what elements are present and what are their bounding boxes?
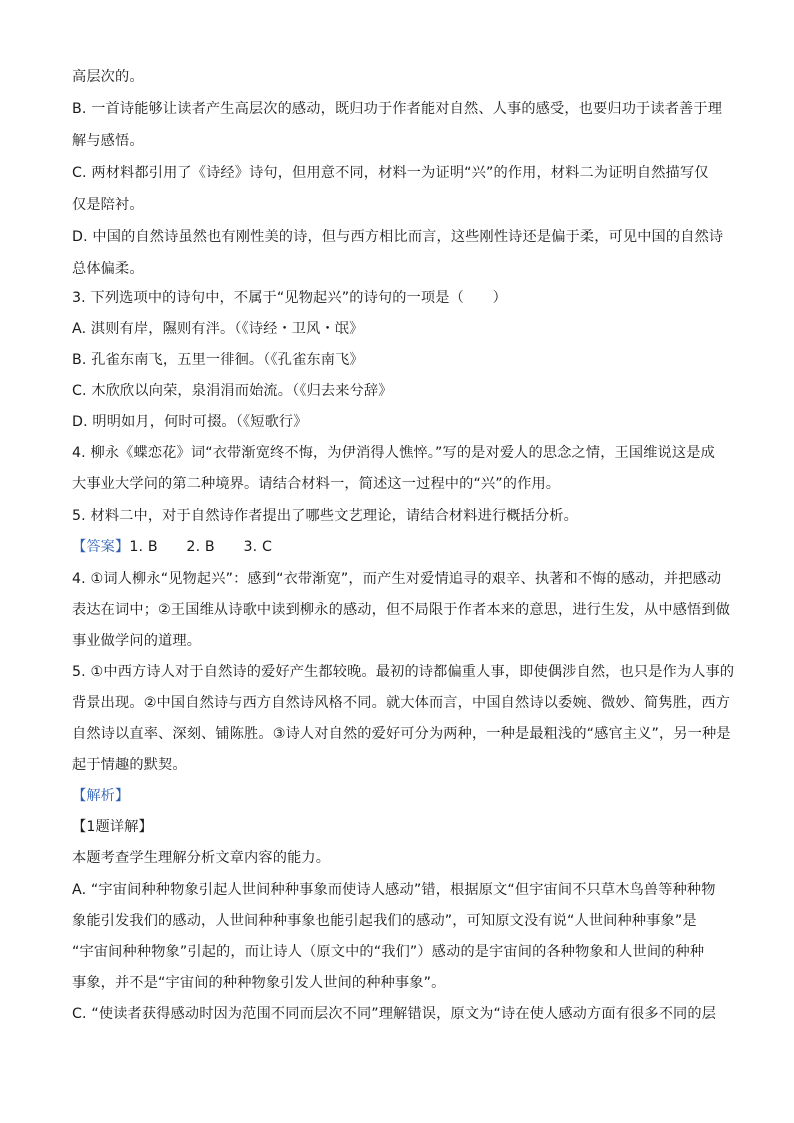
text-line: 本题考查学生理解分析文章内容的能力。 <box>72 850 331 866</box>
text-line: C. “使读者获得感动时因为范围不同而层次不同”理解错误，原文为“诗在使人感动方面有很多不同的层 <box>72 1006 717 1022</box>
text-line: 高层次的。 <box>72 69 144 85</box>
answer-items: 1. B 2. B 3. C <box>129 539 273 555</box>
analysis-label: 【解析】 <box>72 788 130 804</box>
text-line: 解与感悟。 <box>72 133 144 149</box>
answer-line <box>72 536 272 556</box>
answer-5: 5. ①中西方诗人对于自然诗的爱好产生都较晚。最初的诗都偏重人事，即使偶涉自然，也只是作为人事的 <box>72 664 735 680</box>
option-d: D. 明明如月，何时可掇。（《短歌行》 <box>72 414 308 430</box>
text-line: 象能引发我们的感动，人世间种种事象也能引起我们的感动”，可知原文没有说“人世间种种事象”是 <box>72 913 697 929</box>
question-3: 3. 下列选项中的诗句中，不属于“见物起兴”的诗句的一项是（ ） <box>72 290 507 306</box>
text-line: C. 两材料都引用了《诗经》诗句，但用意不同，材料一为证明“兴”的作用，材料二为证明自然描写仅 <box>72 165 709 181</box>
answer-label: 【答案】 <box>72 539 130 555</box>
text-line: 事象，并不是“宇宙间的种种物象引发人世间的种种事象”。 <box>72 975 446 991</box>
text-line: B. 一首诗能够让读者产生高层次的感动，既归功于作者能对自然、人事的感受，也要归功于读者善于理 <box>72 101 723 117</box>
detail-heading: 【1题详解】 <box>72 819 153 835</box>
text-line: 仅是陪衬。 <box>72 197 144 213</box>
option-a: A. 淇则有岸，隰则有泮。（《诗经・卫风・氓》 <box>72 321 364 337</box>
text-line: D. 中国的自然诗虽然也有刚性美的诗，但与西方相比而言，这些刚性诗还是偏于柔，可见中国的自然诗 <box>72 229 724 245</box>
option-c: C. 木欣欣以向荣，泉涓涓而始流。（《归去来兮辞》 <box>72 383 393 399</box>
answer-5-cont: 自然诗以直率、深刻、铺陈胜。③诗人对自然的爱好可分为两种，一种是最粗浅的“感官主义”，另一种是 <box>72 726 731 742</box>
question-4-cont: 大事业大学问的第二种境界。请结合材料一，简述这一过程中的“兴”的作用。 <box>72 476 561 492</box>
text-line: A. “宇宙间种种物象引起人世间种种事象而使诗人感动”错，根据原文“但宇宙间不只草木鸟兽等种种物 <box>72 882 716 898</box>
question-5: 5. 材料二中，对于自然诗作者提出了哪些文艺理论，请结合材料进行概括分析。 <box>72 508 578 524</box>
answer-5-cont: 起于情趣的默契。 <box>72 757 187 773</box>
text-line: “宇宙间种种物象”引起的，而让诗人（原文中的“我们”）感动的是宇宙间的各种物象和人世间的种种 <box>72 944 705 960</box>
option-b: B. 孔雀东南飞，五里一徘徊。（《孔雀东南飞》 <box>72 352 364 368</box>
answer-5-cont: 背景出现。②中国自然诗与西方自然诗风格不同。就大体而言，中国自然诗以委婉、微妙、简隽胜，西方 <box>72 695 731 711</box>
question-4: 4. 柳永《蝶恋花》词“衣带渐宽终不悔，为伊消得人憔悴。”写的是对爱人的思念之情，王国维说这是成 <box>72 445 715 461</box>
answer-4-cont: 事业做学问的道理。 <box>72 633 202 649</box>
answer-4-cont: 表达在词中；②王国维从诗歌中读到柳永的感动，但不局限于作者本来的意思，进行生发，从中感悟到做 <box>72 602 731 618</box>
answer-4: 4. ①词人柳永“见物起兴”：感到“衣带渐宽”，而产生对爱情追寻的艰辛、执著和不悔的感动，并把感动 <box>72 571 722 587</box>
text-line: 总体偏柔。 <box>72 261 144 277</box>
